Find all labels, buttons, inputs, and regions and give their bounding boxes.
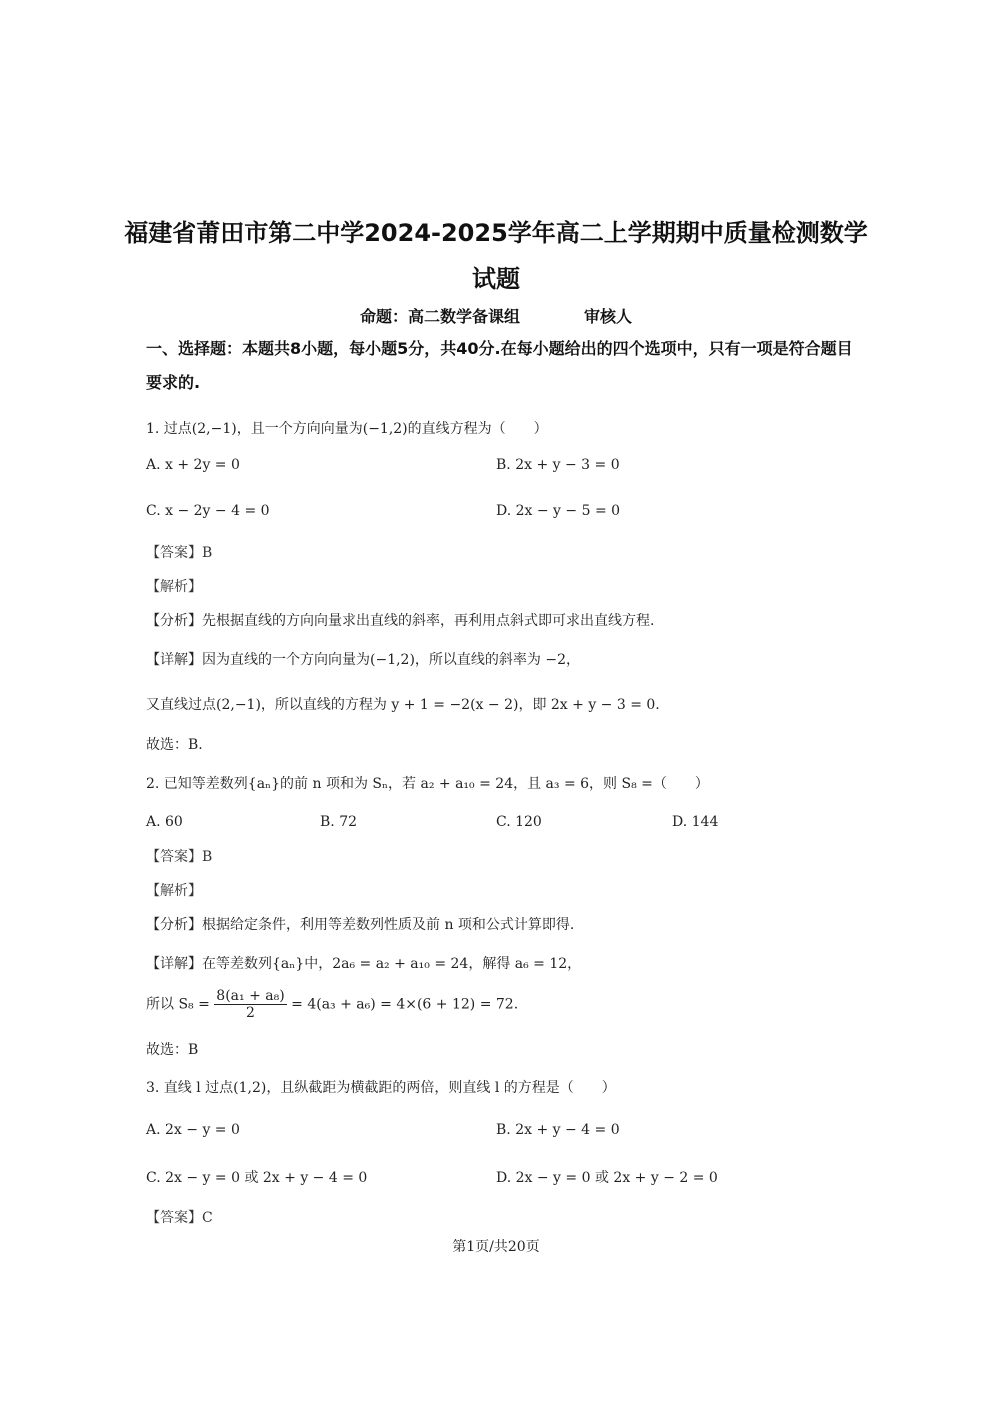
question-1-detail-1: 【详解】因为直线的一个方向向量为(−1,2)，所以直线的斜率为 −2， [146, 652, 581, 668]
question-1-option-a: A. x + 2y = 0 [146, 457, 240, 473]
section-heading: 一、选择题：本题共8小题，每小题5分，共40分.在每小题给出的四个选项中，只有一项是符合题目要求的. [146, 339, 853, 392]
page-footer: 第1页/共20页 [452, 1239, 540, 1255]
question-2-answer: 【答案】B [146, 849, 213, 865]
author-label: 命题：高二数学备课组 [359, 307, 520, 326]
question-2-detail-1: 【详解】在等差数列{aₙ}中，2a₆ = a₂ + a₁₀ = 24，解得 a₆ = 12， [146, 956, 582, 972]
authors-line [0, 304, 992, 327]
question-1-analysis: 【分析】先根据直线的方向向量求出直线的斜率，再利用点斜式即可求出直线方程. [146, 613, 655, 629]
title-line-2: 试题 [472, 265, 520, 293]
reviewer-label: 审核人 [584, 307, 633, 326]
question-2-option-b: B. 72 [320, 814, 358, 830]
question-1-option-c: C. x − 2y − 4 = 0 [146, 503, 270, 519]
fraction-numerator: 8(a₁ + a₈) [216, 988, 285, 1004]
fraction-denominator: 2 [246, 1005, 255, 1021]
title-line-1: 福建省莆田市第二中学2024-2025学年高二上学期期中质量检测数学 [124, 219, 868, 247]
question-3-option-b: B. 2x + y − 4 = 0 [496, 1122, 620, 1138]
question-2-option-d: D. 144 [672, 814, 719, 830]
question-2-jiexi: 【解析】 [146, 883, 202, 899]
question-2-option-c: C. 120 [496, 814, 542, 830]
question-3-stem: 3. 直线 l 过点(1,2)，且纵截距为横截距的两倍，则直线 l 的方程是（ ） [146, 1080, 616, 1096]
question-2-detail-2-suffix: = 4(a₃ + a₆) = 4×(6 + 12) = 72. [291, 996, 519, 1013]
question-2-detail-2-prefix: 所以 S₈ = [146, 996, 210, 1013]
question-3-answer: 【答案】C [146, 1210, 213, 1226]
question-1-option-d: D. 2x − y − 5 = 0 [496, 503, 621, 519]
question-1-answer: 【答案】B [146, 545, 213, 561]
question-2-option-a: A. 60 [146, 814, 183, 830]
question-2-analysis: 【分析】根据给定条件，利用等差数列性质及前 n 项和公式计算即得. [146, 917, 575, 933]
question-2-stem: 2. 已知等差数列{aₙ}的前 n 项和为 Sₙ，若 a₂ + a₁₀ = 24，且 a₃ = 6，则 S₈ =（ ） [146, 776, 709, 792]
question-2-fraction [214, 988, 286, 1021]
question-3-option-d: D. 2x − y = 0 或 2x + y − 2 = 0 [496, 1170, 718, 1186]
question-3-option-c: C. 2x − y = 0 或 2x + y − 4 = 0 [146, 1170, 368, 1186]
question-1-stem: 1. 过点(2,−1)，且一个方向向量为(−1,2)的直线方程为（ ） [146, 421, 548, 437]
question-2-detail-2 [146, 988, 518, 1021]
question-1-detail-2: 又直线过点(2,−1)，所以直线的方程为 y + 1 = −2(x − 2)，即 2x + y − 3 = 0. [146, 697, 660, 713]
question-1-jiexi: 【解析】 [146, 579, 202, 595]
question-3-option-a: A. 2x − y = 0 [146, 1122, 240, 1138]
question-1-option-b: B. 2x + y − 3 = 0 [496, 457, 620, 473]
question-2-choice: 故选：B [146, 1042, 199, 1058]
question-1-choice: 故选：B. [146, 737, 203, 753]
